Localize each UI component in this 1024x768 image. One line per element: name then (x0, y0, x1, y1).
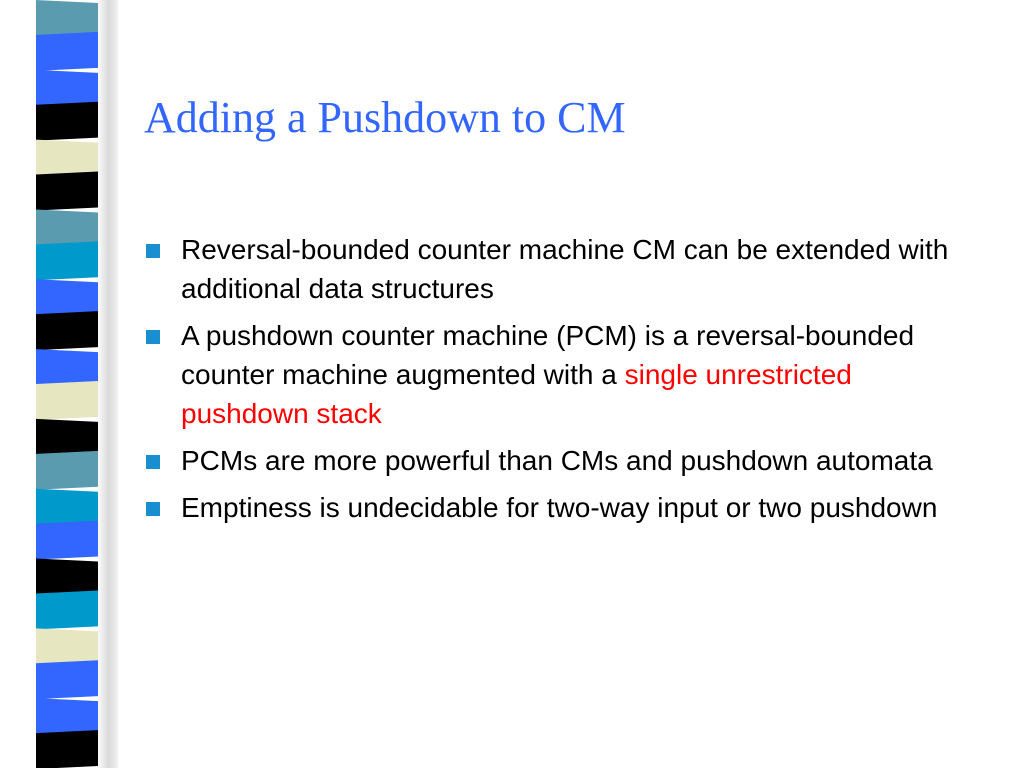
decorative-band (0, 0, 120, 768)
band-block (36, 451, 98, 490)
bullet-item (144, 441, 964, 480)
band-block (36, 311, 98, 350)
band-block (36, 102, 98, 141)
band-block (36, 32, 98, 71)
square-bullet-icon (146, 330, 160, 344)
band-block (36, 660, 98, 699)
slide-title: Adding a Pushdown to CM (144, 93, 626, 142)
band-block (36, 381, 98, 420)
square-bullet-icon (146, 455, 160, 469)
bullet-text: A pushdown counter machine (PCM) is a reversal-bounded counter machine augmented with a (181, 320, 915, 390)
band-block (36, 730, 98, 768)
bullet-list (144, 230, 964, 535)
bullet-item (144, 316, 964, 433)
bullet-item (144, 230, 964, 308)
band-block (36, 521, 98, 560)
bullet-text: Emptiness is undecidable for two-way input or two pushdown (181, 492, 938, 523)
bullet-item (144, 488, 964, 527)
bullet-text: PCMs are more powerful than CMs and pushdown automata (181, 445, 933, 476)
bullet-text: Reversal-bounded counter machine CM can be extended with additional data structures (181, 234, 949, 304)
band-block (36, 241, 98, 280)
square-bullet-icon (146, 244, 160, 258)
band-block (36, 172, 98, 211)
bullet-highlight: single unrestricted pushdown stack (181, 359, 852, 429)
band-pattern (0, 0, 120, 768)
band-block (36, 590, 98, 629)
square-bullet-icon (146, 502, 160, 516)
